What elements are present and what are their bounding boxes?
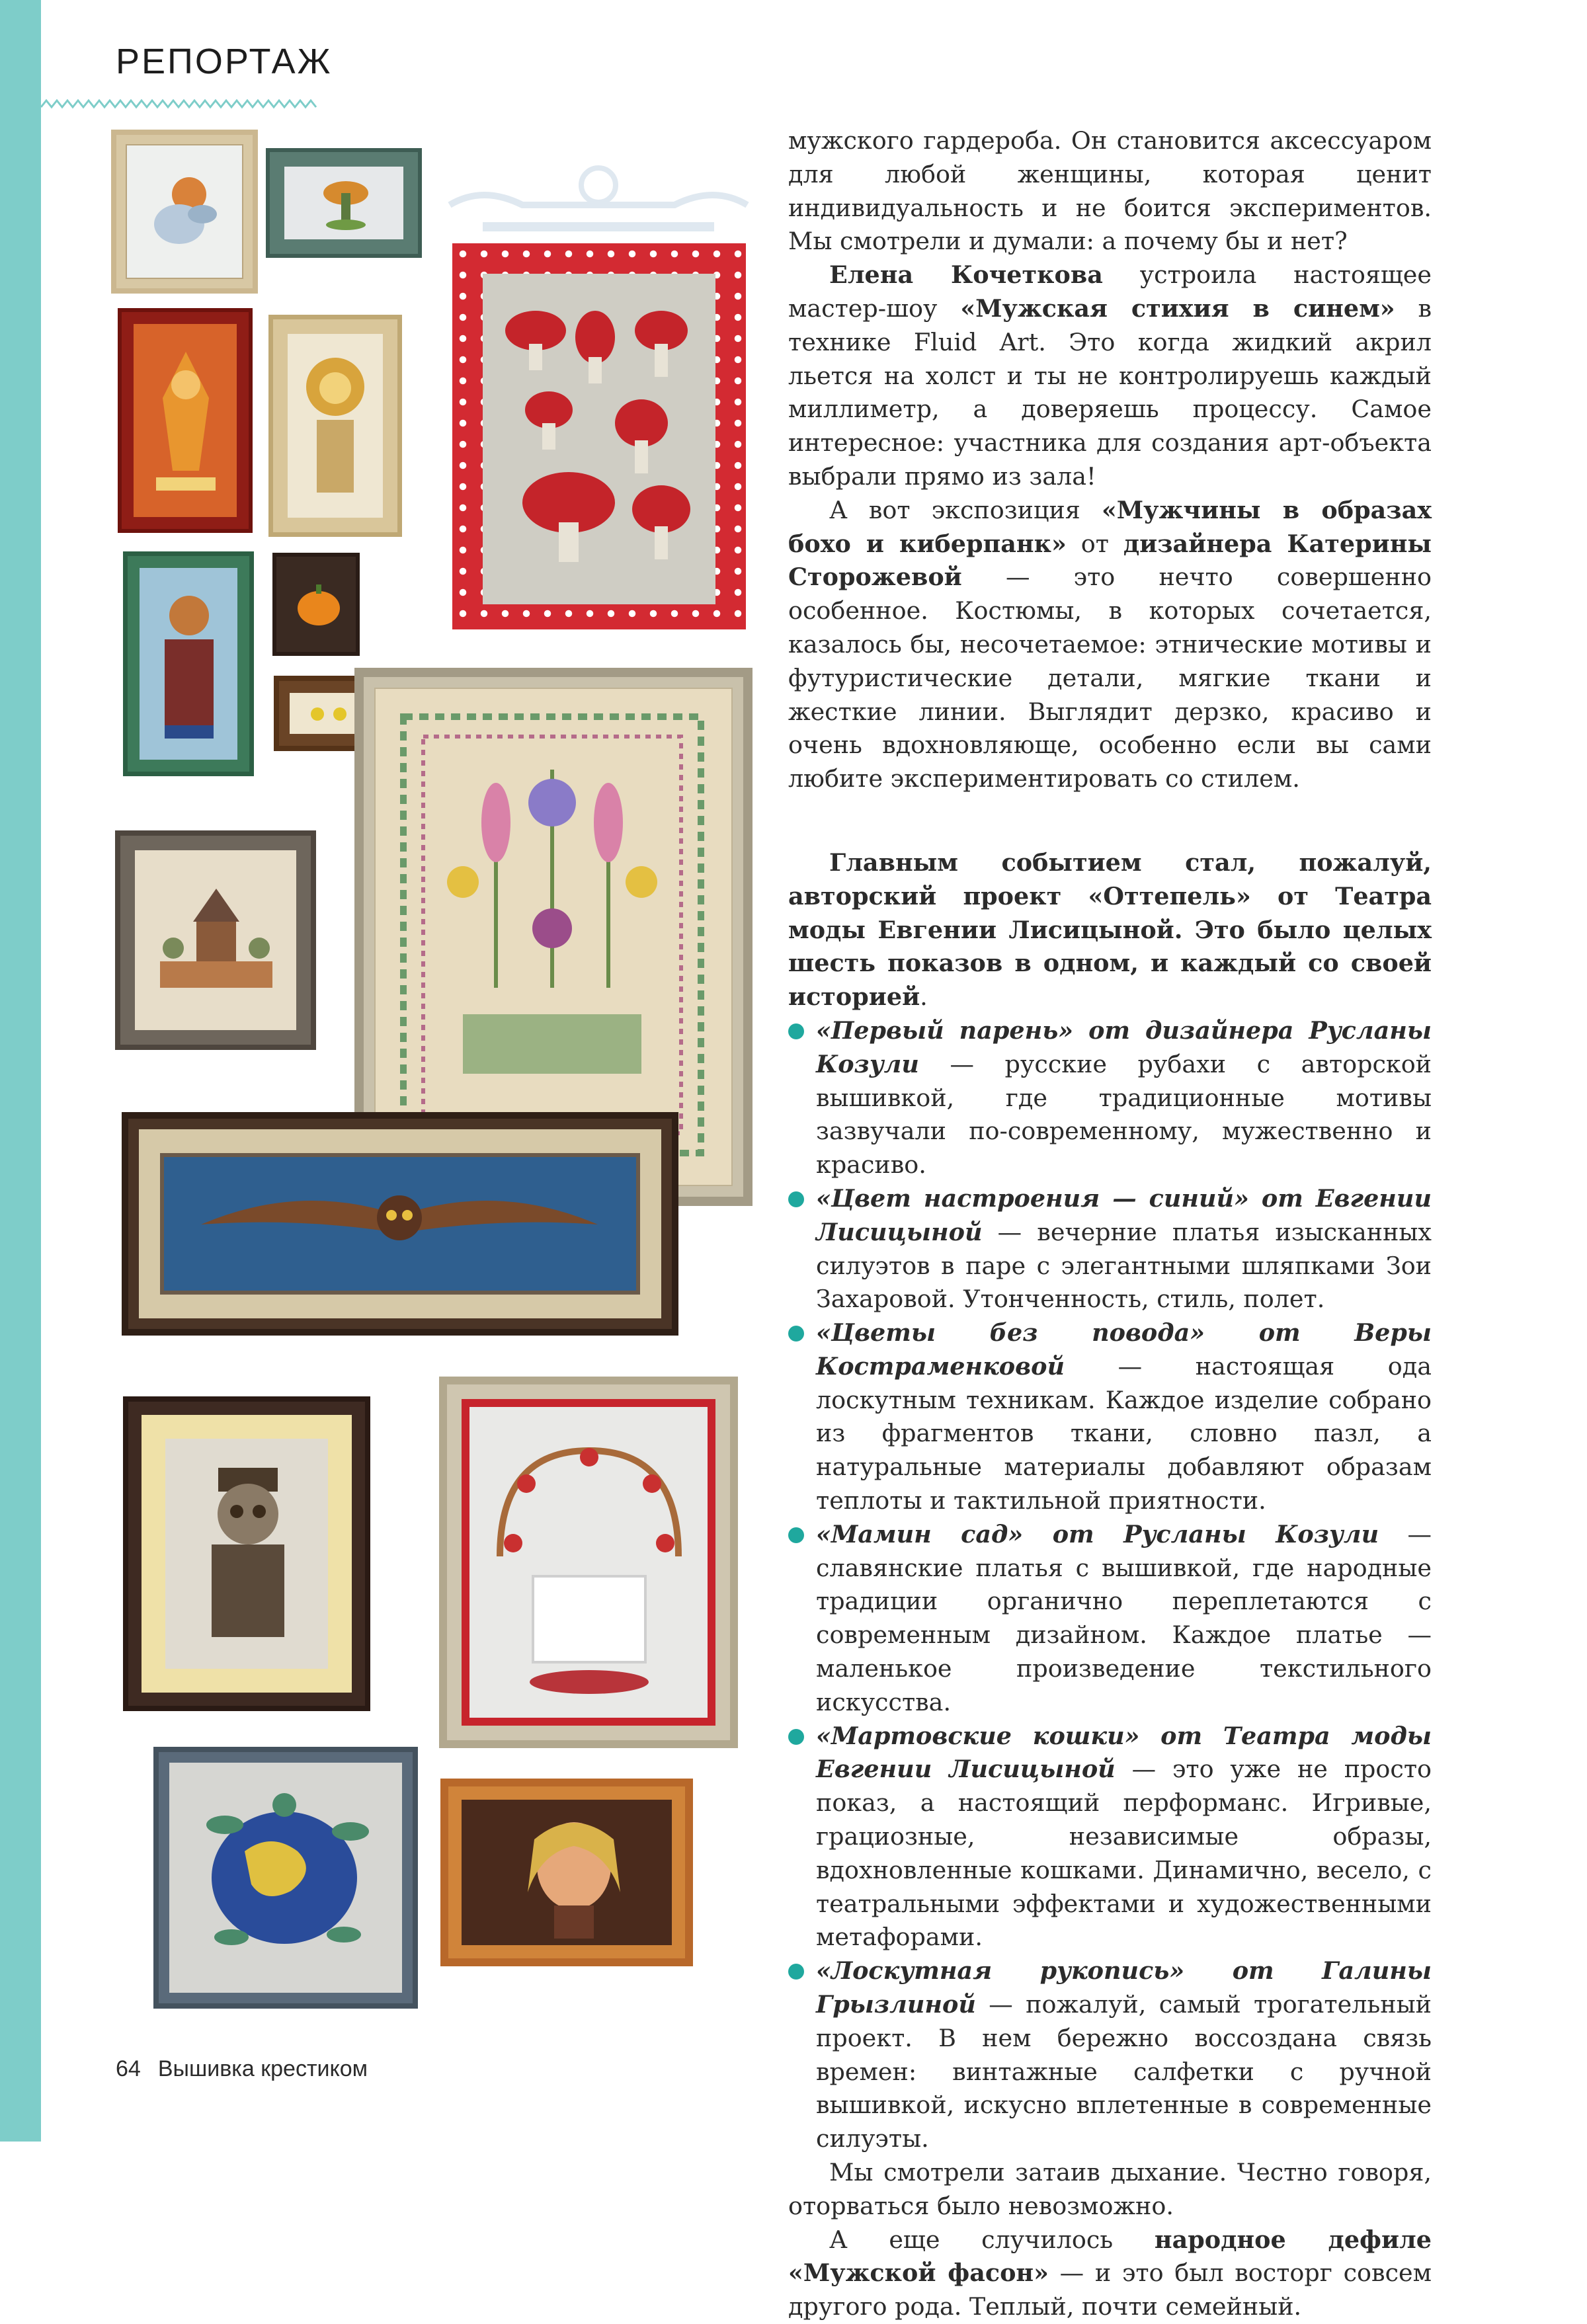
framed-fairy-embroidery — [111, 130, 258, 294]
paragraph-4-lead: Главным событием стал, пожалуй, авторский проект «Оттепель» от Театра моды Евгении Лисицыной. Это было целых шесть показов в одном, и каждый со своей историей. — [788, 848, 1432, 1012]
framed-fox-embroidery — [118, 308, 253, 533]
bullet-dot-icon — [788, 1023, 804, 1039]
bullet-item: «Мартовские кошки» от Театра моды Евгении Лисицыной — это уже не просто показ, а настоящий перформанс. Игривые, грациозные, независимые образы, вдохновленные кошками. Динамично, весело, с театральными эффектами и художественными метафорами. — [788, 1720, 1432, 1955]
accent-side-bar — [0, 0, 41, 2142]
article-body — [788, 124, 1432, 2324]
paragraph-6: А еще случилось народное дефиле «Мужской фасон» — и это был восторг совсем другого рода. Теплый, почти семейный. — [788, 2225, 1432, 2321]
framed-pumpkin-embroidery — [272, 553, 360, 656]
framed-lion-embroidery — [268, 315, 402, 537]
paragraph-5: Мы смотрели затаив дыхание. Честно говоря, оторваться было невозможно. — [788, 2158, 1432, 2220]
bullet-dot-icon — [788, 1527, 804, 1543]
bullet-item: «Цветы без повода» от Веры Костраменковой — настоящая ода лоскутным техникам. Каждое изделие собрано из фрагментов ткани, словно пазл, а натуральные материалы добавляют образам теплоты и тактильной приятности. — [788, 1316, 1432, 1518]
section-label: РЕПОРТАЖ — [116, 42, 333, 81]
framed-portrait-embroidery — [440, 1779, 693, 1966]
page-number: 64 — [116, 2056, 141, 2081]
framed-cat-robe-embroidery — [123, 551, 254, 776]
framed-bullfinch-sampler — [439, 1377, 738, 1748]
hanging-mushroom-banner — [443, 159, 754, 632]
paragraph-1: мужского гардероба. Он становится аксессуаром для любой женщины, которая ценит индивидуальность и не боится экспериментов. Мы смотрели и думали: а почему бы и нет? — [788, 126, 1432, 256]
zigzag-divider — [41, 98, 319, 110]
framed-steampunk-cat — [123, 1396, 370, 1711]
paragraph-2: Елена Кочеткова устроила настоящее мастер-шоу «Мужская стихия в синем» в технике Fluid Art. Это когда жидкий акрил льется на холст и ты не контролируешь каждый миллиметр, а доверяешь процессу. Самое интересное: участника для создания арт-объекта выбрали прямо из зала! — [788, 260, 1432, 491]
bullet-dot-icon — [788, 1191, 804, 1207]
bullet-item: «Мамин сад» от Русланы Козули — славянские платья с вышивкой, где народные традиции органично переплетаются с современным дизайном. Каждое платье — маленькое произведение текстильного искусства. — [788, 1518, 1432, 1720]
paragraph-3: А вот экспозиция «Мужчины в образах бохо и киберпанк» от дизайнера Катерины Сторожевой — это нечто совершенно особенное. Костюмы, в которых сочетается, казалось бы, несочетаемое: этнические мотивы и футуристические детали, мягкие ткани и жесткие линии. Выглядит дерзко, красиво и очень вдохновляюще, особенно если вы сами любите экспериментировать со стилем. — [788, 495, 1432, 793]
magazine-title: Вышивка крестиком — [157, 2056, 368, 2081]
page-footer — [116, 2056, 368, 2082]
bullet-dot-icon — [788, 1326, 804, 1342]
bullet-item: «Первый парень» от дизайнера Русланы Козули — русские рубахи с авторской вышивкой, где традиционные мотивы зазвучали по-современному, мужественно и красиво. — [788, 1014, 1432, 1182]
bullet-item: «Лоскутная рукопись» от Галины Грызлиной — пожалуй, самый трогательный проект. В нем бережно воссоздана связь времен: винтажные салфетки с ручной вышивкой, искусно вплетенные в современные силуэты. — [788, 1954, 1432, 2156]
bullet-dot-icon — [788, 1729, 804, 1745]
bullet-dot-icon — [788, 1964, 804, 1980]
framed-owl-panorama — [122, 1112, 678, 1336]
bullet-item: «Цвет настроения — синий» от Евгении Лисицыной — вечерние платья изысканных силуэтов в паре с элегантными шляпками Зои Захаровой. Утонченность, стиль, полет. — [788, 1182, 1432, 1316]
framed-mushroom-tree-embroidery — [266, 148, 422, 258]
framed-church-village-embroidery — [115, 830, 316, 1050]
framed-turtle-globe — [153, 1747, 418, 2009]
